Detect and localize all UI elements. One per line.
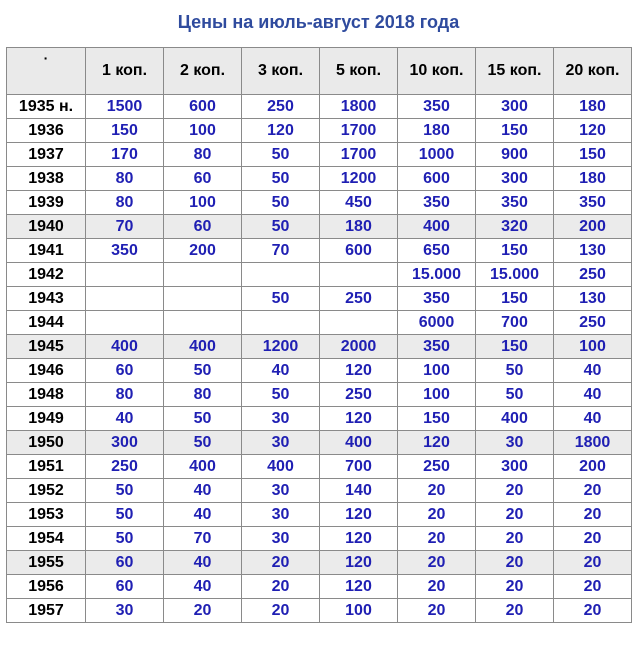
price-cell — [242, 311, 320, 335]
price-cell: 50 — [164, 407, 242, 431]
price-cell: 900 — [476, 143, 554, 167]
table-row — [7, 551, 632, 575]
price-cell: 30 — [242, 503, 320, 527]
price-cell: 80 — [164, 143, 242, 167]
year-cell: 1941 — [7, 239, 86, 263]
price-cell: 600 — [320, 239, 398, 263]
table-row — [7, 287, 632, 311]
price-cell: 40 — [86, 407, 164, 431]
price-cell: 80 — [86, 191, 164, 215]
price-cell: 60 — [164, 215, 242, 239]
price-cell: 400 — [164, 455, 242, 479]
price-cell: 50 — [86, 503, 164, 527]
price-cell: 20 — [398, 599, 476, 623]
price-cell: 120 — [320, 407, 398, 431]
table-row — [7, 263, 632, 287]
price-cell: 50 — [476, 359, 554, 383]
price-cell: 150 — [554, 143, 632, 167]
column-header: 2 коп. — [164, 48, 242, 95]
price-cell: 80 — [86, 167, 164, 191]
price-cell — [164, 311, 242, 335]
price-cell: 180 — [320, 215, 398, 239]
price-cell: 50 — [164, 431, 242, 455]
price-cell: 20 — [554, 575, 632, 599]
price-cell: 120 — [320, 527, 398, 551]
price-cell: 70 — [164, 527, 242, 551]
price-cell: 60 — [86, 551, 164, 575]
year-cell: 1953 — [7, 503, 86, 527]
price-cell: 20 — [476, 479, 554, 503]
year-cell: 1952 — [7, 479, 86, 503]
price-cell: 150 — [476, 119, 554, 143]
price-cell: 130 — [554, 239, 632, 263]
table-row — [7, 167, 632, 191]
price-cell: 150 — [476, 287, 554, 311]
price-cell: 350 — [398, 335, 476, 359]
price-cell: 20 — [476, 599, 554, 623]
price-cell: 50 — [242, 191, 320, 215]
price-cell: 20 — [554, 479, 632, 503]
table-row — [7, 215, 632, 239]
price-cell: 30 — [242, 407, 320, 431]
price-cell: 80 — [86, 383, 164, 407]
price-cell: 180 — [398, 119, 476, 143]
price-cell: 650 — [398, 239, 476, 263]
price-cell: 350 — [554, 191, 632, 215]
price-cell: 300 — [476, 167, 554, 191]
price-cell: 1500 — [86, 95, 164, 119]
price-cell: 60 — [86, 575, 164, 599]
price-cell: 20 — [476, 575, 554, 599]
table-row — [7, 599, 632, 623]
table-row — [7, 191, 632, 215]
price-cell: 40 — [554, 359, 632, 383]
year-cell: 1943 — [7, 287, 86, 311]
price-cell: 40 — [164, 551, 242, 575]
price-cell: 250 — [320, 383, 398, 407]
table-row — [7, 239, 632, 263]
price-cell: 30 — [476, 431, 554, 455]
table-row — [7, 143, 632, 167]
price-cell: 1800 — [320, 95, 398, 119]
price-cell: 120 — [398, 431, 476, 455]
price-cell: 70 — [242, 239, 320, 263]
year-cell: 1945 — [7, 335, 86, 359]
year-cell: 1942 — [7, 263, 86, 287]
price-cell: 20 — [476, 527, 554, 551]
price-cell: 20 — [476, 551, 554, 575]
price-cell: 30 — [242, 431, 320, 455]
price-cell: 1200 — [320, 167, 398, 191]
year-cell: 1949 — [7, 407, 86, 431]
year-cell: 1939 — [7, 191, 86, 215]
price-cell: 20 — [398, 479, 476, 503]
price-cell: 350 — [476, 191, 554, 215]
price-cell: 15.000 — [398, 263, 476, 287]
price-cell: 400 — [398, 215, 476, 239]
price-cell: 150 — [398, 407, 476, 431]
year-cell: 1944 — [7, 311, 86, 335]
table-row — [7, 431, 632, 455]
price-cell: 150 — [86, 119, 164, 143]
price-cell: 20 — [164, 599, 242, 623]
price-cell: 50 — [242, 215, 320, 239]
price-cell: 400 — [86, 335, 164, 359]
price-cell: 50 — [86, 479, 164, 503]
column-header: 3 коп. — [242, 48, 320, 95]
price-cell: 20 — [398, 551, 476, 575]
price-cell: 600 — [164, 95, 242, 119]
price-cell: 120 — [320, 503, 398, 527]
year-cell: 1935 н. — [7, 95, 86, 119]
price-cell: 120 — [242, 119, 320, 143]
column-header: 10 коп. — [398, 48, 476, 95]
price-cell: 1000 — [398, 143, 476, 167]
price-cell: 100 — [398, 383, 476, 407]
price-cell — [86, 311, 164, 335]
table-row — [7, 95, 632, 119]
table-row — [7, 383, 632, 407]
price-cell: 200 — [164, 239, 242, 263]
price-cell: 700 — [476, 311, 554, 335]
price-cell: 250 — [242, 95, 320, 119]
price-cell: 20 — [398, 575, 476, 599]
price-cell: 400 — [242, 455, 320, 479]
table-row — [7, 455, 632, 479]
price-cell: 1800 — [554, 431, 632, 455]
column-header: 15 коп. — [476, 48, 554, 95]
year-cell: 1948 — [7, 383, 86, 407]
price-cell: 250 — [554, 263, 632, 287]
price-cell: 1700 — [320, 119, 398, 143]
price-cell: 180 — [554, 167, 632, 191]
price-cell: 100 — [164, 119, 242, 143]
table-row — [7, 527, 632, 551]
price-cell: 50 — [242, 287, 320, 311]
price-cell: 350 — [86, 239, 164, 263]
price-cell: 6000 — [398, 311, 476, 335]
price-cell: 20 — [554, 527, 632, 551]
price-cell: 50 — [86, 527, 164, 551]
price-cell: 20 — [242, 599, 320, 623]
price-cell: 20 — [476, 503, 554, 527]
price-cell: 140 — [320, 479, 398, 503]
price-cell: 120 — [320, 575, 398, 599]
price-cell — [242, 263, 320, 287]
price-cell — [320, 311, 398, 335]
price-cell: 1200 — [242, 335, 320, 359]
table-row — [7, 119, 632, 143]
price-cell: 150 — [476, 239, 554, 263]
price-cell: 120 — [320, 359, 398, 383]
price-cell: 350 — [398, 191, 476, 215]
price-cell: 80 — [164, 383, 242, 407]
price-cell: 300 — [476, 95, 554, 119]
price-cell: 30 — [242, 527, 320, 551]
table-row — [7, 359, 632, 383]
price-cell: 15.000 — [476, 263, 554, 287]
price-cell: 250 — [86, 455, 164, 479]
price-cell: 130 — [554, 287, 632, 311]
table-row — [7, 503, 632, 527]
price-cell: 300 — [476, 455, 554, 479]
price-cell — [320, 263, 398, 287]
price-cell: 300 — [86, 431, 164, 455]
price-cell: 40 — [164, 503, 242, 527]
year-cell: 1950 — [7, 431, 86, 455]
table-row — [7, 335, 632, 359]
price-cell: 20 — [398, 503, 476, 527]
price-cell: 20 — [242, 575, 320, 599]
price-cell: 40 — [164, 479, 242, 503]
year-cell: 1937 — [7, 143, 86, 167]
price-cell: 60 — [164, 167, 242, 191]
price-cell: 60 — [86, 359, 164, 383]
price-cell: 100 — [554, 335, 632, 359]
price-cell: 2000 — [320, 335, 398, 359]
header-row — [7, 48, 632, 95]
table-row — [7, 575, 632, 599]
year-cell: 1954 — [7, 527, 86, 551]
column-header: 5 коп. — [320, 48, 398, 95]
price-cell: 400 — [320, 431, 398, 455]
price-cell — [86, 287, 164, 311]
table-row — [7, 407, 632, 431]
price-cell — [86, 263, 164, 287]
price-cell: 20 — [398, 527, 476, 551]
price-cell: 450 — [320, 191, 398, 215]
price-cell: 20 — [554, 599, 632, 623]
year-cell: 1940 — [7, 215, 86, 239]
price-cell: 50 — [476, 383, 554, 407]
price-cell: 50 — [164, 359, 242, 383]
price-cell — [164, 287, 242, 311]
price-cell: 1700 — [320, 143, 398, 167]
year-cell: 1951 — [7, 455, 86, 479]
price-cell: 180 — [554, 95, 632, 119]
price-cell: 50 — [242, 167, 320, 191]
price-cell: 250 — [320, 287, 398, 311]
price-cell: 20 — [554, 503, 632, 527]
price-cell: 400 — [164, 335, 242, 359]
price-cell: 100 — [320, 599, 398, 623]
year-cell: 1936 — [7, 119, 86, 143]
price-cell: 120 — [320, 551, 398, 575]
price-cell: 350 — [398, 95, 476, 119]
price-cell: 40 — [242, 359, 320, 383]
price-cell: 170 — [86, 143, 164, 167]
table-row — [7, 311, 632, 335]
price-cell: 400 — [476, 407, 554, 431]
column-header: 20 коп. — [554, 48, 632, 95]
column-header: 1 коп. — [86, 48, 164, 95]
price-cell: 200 — [554, 455, 632, 479]
price-cell: 40 — [554, 407, 632, 431]
corner-cell: · — [7, 48, 86, 95]
table-row — [7, 479, 632, 503]
price-cell: 70 — [86, 215, 164, 239]
price-cell: 100 — [398, 359, 476, 383]
year-cell: 1946 — [7, 359, 86, 383]
price-cell: 50 — [242, 143, 320, 167]
price-cell: 250 — [554, 311, 632, 335]
price-cell: 40 — [164, 575, 242, 599]
price-cell: 120 — [554, 119, 632, 143]
price-cell: 30 — [242, 479, 320, 503]
price-cell: 20 — [242, 551, 320, 575]
price-cell: 20 — [554, 551, 632, 575]
price-table — [6, 47, 632, 623]
price-cell: 250 — [398, 455, 476, 479]
price-cell: 320 — [476, 215, 554, 239]
year-cell: 1956 — [7, 575, 86, 599]
year-cell: 1955 — [7, 551, 86, 575]
page-title: Цены на июль-август 2018 года — [177, 12, 460, 32]
price-cell: 40 — [554, 383, 632, 407]
year-cell: 1957 — [7, 599, 86, 623]
price-cell — [164, 263, 242, 287]
price-cell: 150 — [476, 335, 554, 359]
price-cell: 100 — [164, 191, 242, 215]
price-cell: 350 — [398, 287, 476, 311]
price-cell: 30 — [86, 599, 164, 623]
table-body — [7, 95, 632, 623]
price-cell: 200 — [554, 215, 632, 239]
price-cell: 700 — [320, 455, 398, 479]
price-cell: 600 — [398, 167, 476, 191]
year-cell: 1938 — [7, 167, 86, 191]
price-cell: 50 — [242, 383, 320, 407]
